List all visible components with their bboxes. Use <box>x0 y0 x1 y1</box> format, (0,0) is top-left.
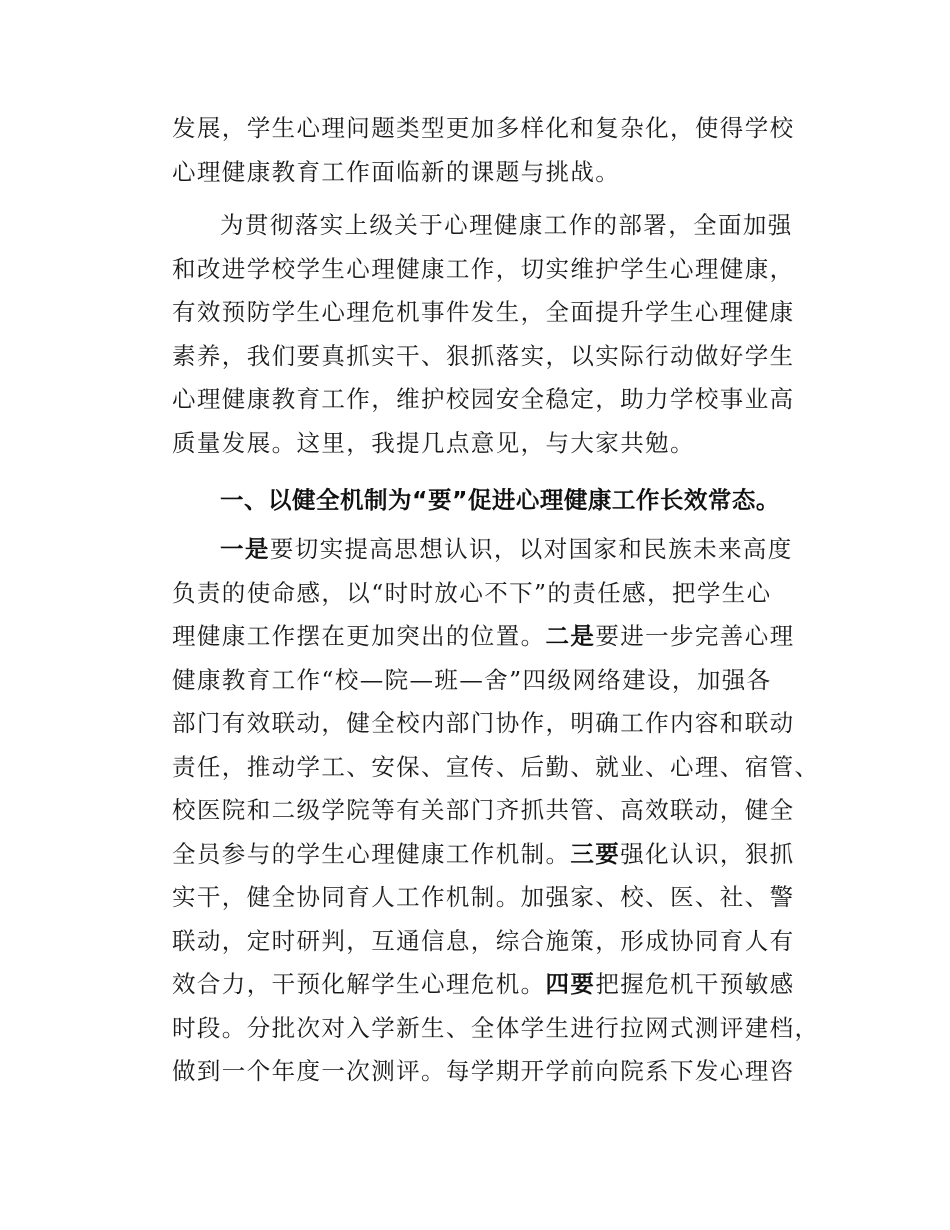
measures-paragraph <box>172 528 820 1094</box>
paragraph-line: 有效预防学生心理危机事件发生，全面提升学生心理健康 <box>172 298 795 326</box>
paragraph-line: 校医院和二级学院等有关部门齐抓共管、高效联动，健全 <box>172 796 795 824</box>
point-marker: 四要 <box>545 970 596 998</box>
paragraph-line <box>172 833 812 877</box>
line-text: 理健康工作摆在更加突出的位置。 <box>172 622 546 650</box>
paragraph-line: 负责的使命感，以“时时放心不下”的责任感，把学生心 <box>172 578 772 607</box>
paragraph-line: 和改进学校学生心理健康工作，切实维护学生心理健康， <box>172 254 795 283</box>
intro-paragraph <box>172 107 812 194</box>
paragraph-line: 素养，我们要真抓实干、狠抓落实，以实际行动做好学生 <box>172 341 795 370</box>
line-text: 把握危机干预敏感 <box>595 970 795 998</box>
paragraph-line: 心理健康教育工作，维护校园安全稳定，助力学校事业高 <box>172 385 795 413</box>
paragraph-line: 时段。分批次对入学新生、全体学生进行拉网式测评建档， <box>172 1013 820 1042</box>
paragraph-line: 责任，推动学工、安保、宣传、后勤、就业、心理、宿管、 <box>172 752 820 781</box>
point-marker: 一是 <box>220 535 270 563</box>
paragraph-line <box>172 615 812 659</box>
paragraph-line: 实干，健全协同育人工作机制。加强家、校、医、社、警 <box>172 883 795 911</box>
paragraph-line: 质量发展。这里，我提几点意见，与大家共勉。 <box>172 428 695 457</box>
paragraph-line <box>172 528 812 572</box>
paragraph-line: 心理健康教育工作面临新的课题与挑战。 <box>172 157 621 186</box>
line-text: 要切实提高思想认识，以对国家和民族未来高度 <box>269 535 793 563</box>
paragraph-line: 联动，定时研判，互通信息，综合施策，形成协同育人有 <box>172 926 795 955</box>
line-text: 强化认识，狠抓 <box>620 839 795 868</box>
paragraph-line: 为贯彻落实上级关于心理健康工作的部署，全面加强 <box>220 211 793 239</box>
line-text: 全员参与的学生心理健康工作机制。 <box>172 839 571 868</box>
point-marker: 三要 <box>570 839 621 868</box>
point-marker: 二是 <box>545 622 596 650</box>
paragraph-line: 健康教育工作“校—院—班—舍”四级网络建设，加强各 <box>172 665 772 694</box>
opening-paragraph <box>172 204 812 465</box>
paragraph-line: 做到一个年度一次测评。每学期开学前向院系下发心理咨 <box>172 1057 795 1085</box>
paragraph-line: 部门有效联动，健全校内部门协作，明确工作内容和联动 <box>172 709 795 737</box>
paragraph-line <box>172 963 812 1007</box>
line-text: 效合力，干预化解学生心理危机。 <box>172 970 546 998</box>
section-heading: 一、以健全机制为“要”促进心理健康工作长效常态。 <box>220 486 780 514</box>
line-text: 要进一步完善心理 <box>595 622 795 650</box>
paragraph-line: 发展，学生心理问题类型更加多样化和复杂化，使得学校 <box>172 114 795 142</box>
